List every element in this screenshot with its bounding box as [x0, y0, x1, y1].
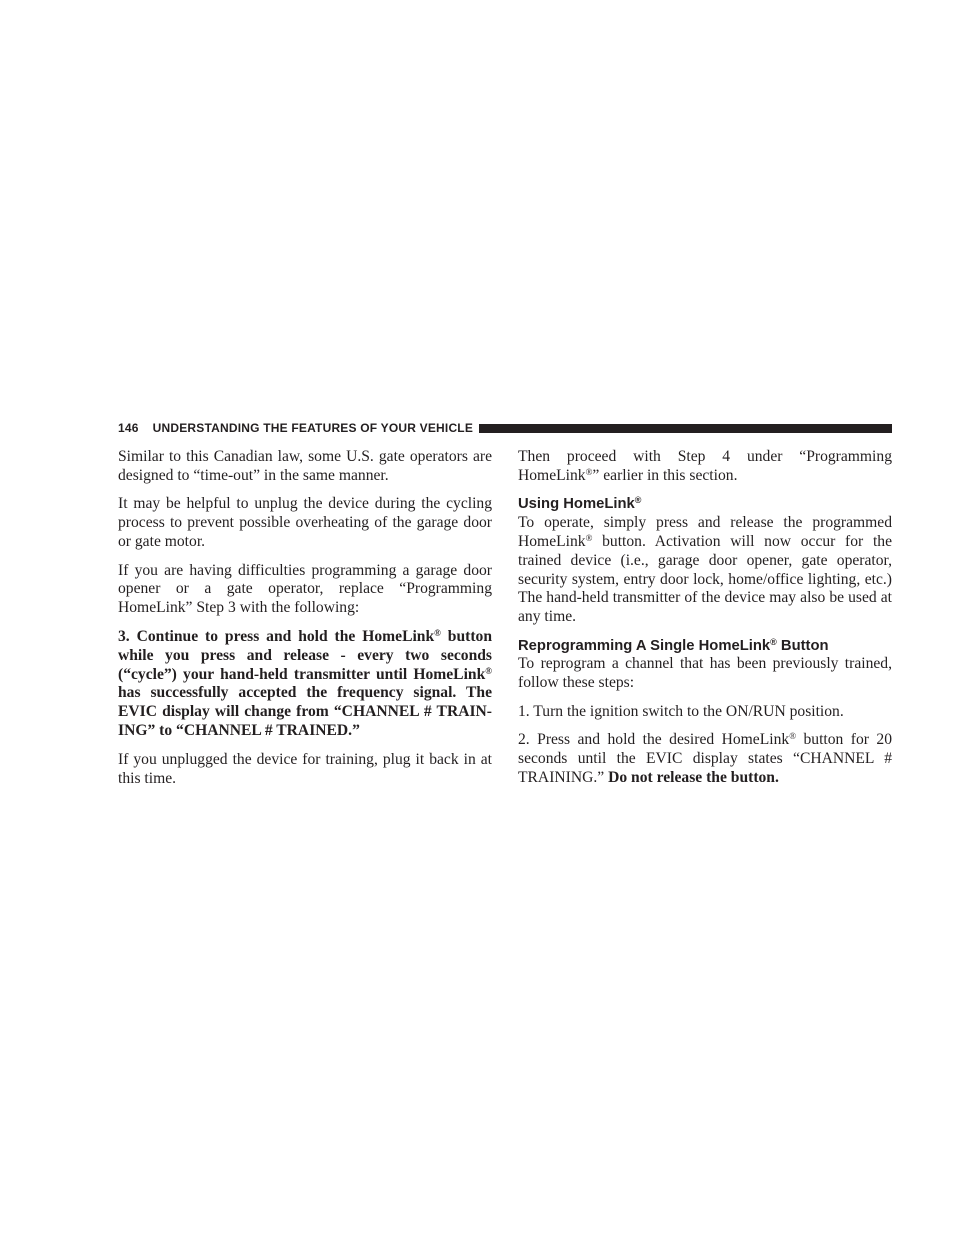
- registered-mark: ®: [434, 627, 441, 638]
- registered-mark: ®: [485, 665, 492, 676]
- operate-text-b: button. Activation will now occur for the trained device (i.e., garage door opener, gate operator, security system, entry door lock, home/office lighting, etc.) The hand-held transmitter of the device may also be used at any time.: [518, 532, 892, 626]
- paragraph-canadian-law: Similar to this Canadian law, some U.S. gate operators are designed to “time-out” in the same manner.: [118, 448, 492, 484]
- paragraph-difficulties: If you are having difficulties programming a garage door opener or a gate operator, replace “Programming HomeLink” Step 3 with the following:: [118, 561, 492, 617]
- step-3-instruction: [118, 628, 492, 741]
- proceed-text-b: ” earlier in this section.: [592, 466, 738, 484]
- heading-reprogramming: [518, 637, 892, 656]
- step-1-ignition: 1. Turn the ignition switch to the ON/RUN position.: [518, 702, 844, 720]
- registered-mark: ®: [634, 495, 642, 506]
- left-column: [118, 448, 492, 798]
- registered-mark: ®: [789, 730, 797, 741]
- right-column: [518, 448, 892, 797]
- registered-mark: ®: [770, 636, 777, 647]
- step-2-warning: Do not release the button.: [608, 768, 779, 786]
- registered-mark: ®: [585, 532, 593, 543]
- registered-mark: ®: [585, 466, 593, 477]
- section-title: UNDERSTANDING THE FEATURES OF YOUR VEHICLE: [152, 421, 474, 435]
- step-2-press-hold: [518, 731, 892, 788]
- paragraph-plug-back-in: If you unplugged the device for training, plug it back in at this time.: [118, 750, 492, 787]
- heading-using-homelink: [518, 495, 892, 514]
- page-number: 146: [118, 421, 139, 435]
- heading-using-homelink-text: Using HomeLink: [518, 496, 635, 513]
- step-2-text-b: button for 20 seconds until the EVIC display states “CHANNEL # TRAINING.”: [518, 730, 893, 786]
- step-3-text-a: 3. Continue to press and hold the HomeLink: [118, 627, 435, 645]
- paragraph-reprogram-intro: To reprogram a channel that has been previously trained, follow these steps:: [518, 655, 892, 692]
- header-rule-bar: [479, 424, 892, 433]
- heading-reprogramming-text-b: Button: [776, 637, 829, 654]
- paragraph-operate: [518, 514, 892, 627]
- heading-reprogramming-text-a: Reprogramming A Single HomeLink: [518, 637, 771, 654]
- paragraph-unplug-device: It may be helpful to unplug the device during the cycling process to prevent possible overheating of the garage door or gate motor.: [118, 495, 492, 551]
- operate-text-a: To operate, simply press and release the programmed HomeLink: [518, 513, 892, 550]
- step-3-text-c: has successfully accepted the frequency signal. The EVIC display will change from “CHANNEL # TRAIN-ING” to “CHANNEL # TRAINED.”: [118, 684, 492, 740]
- step-3-text-b: button while you press and release - every two seconds (“cycle”) your hand-held transmitter until HomeLink: [118, 627, 493, 683]
- step-2-text-a: 2. Press and hold the desired HomeLink: [518, 730, 790, 748]
- proceed-text-a: Then proceed with Step 4 under “Programming HomeLink: [518, 448, 892, 484]
- paragraph-proceed-step-4: [518, 448, 892, 486]
- page-header: [118, 419, 892, 437]
